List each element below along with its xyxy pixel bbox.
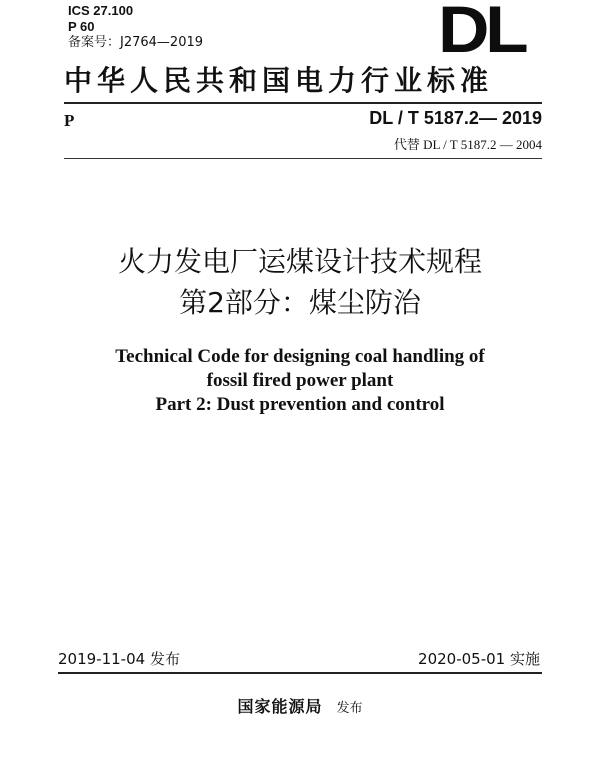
issuer-name: 国家能源局 <box>237 697 323 716</box>
bottom-divider <box>58 672 542 674</box>
english-title-line-2: fossil fired power plant <box>206 370 394 391</box>
standard-type-title: 中华人民共和国电力行业标准 <box>64 64 494 97</box>
issuer-block <box>0 694 600 717</box>
issuer-action: 发布 <box>336 701 363 716</box>
top-divider <box>64 102 542 104</box>
chinese-title-line-1: 火力发电厂运煤设计技术规程 <box>117 245 482 278</box>
english-title-line-3: Part 2: Dust prevention and control <box>155 394 445 415</box>
chinese-title-line-2: 第2部分：煤尘防治 <box>179 286 421 319</box>
classification-code: P 60 <box>68 19 95 34</box>
middle-divider <box>64 158 542 159</box>
effective-date: 2020-05-01 实施 <box>418 650 540 668</box>
issue-date: 2019-11-04 发布 <box>58 650 180 668</box>
dl-logo: DL <box>438 0 525 66</box>
ics-code: ICS 27.100 <box>68 3 134 18</box>
standard-number: DL / T 5187.2— 2019 <box>369 108 542 128</box>
registration-number: 备案号：J2764—2019 <box>68 35 204 50</box>
standard-class-code: P <box>64 111 75 130</box>
english-title-line-1: Technical Code for designing coal handling of <box>115 346 485 367</box>
replaces-standard: 代替 DL / T 5187.2 — 2004 <box>393 137 542 152</box>
